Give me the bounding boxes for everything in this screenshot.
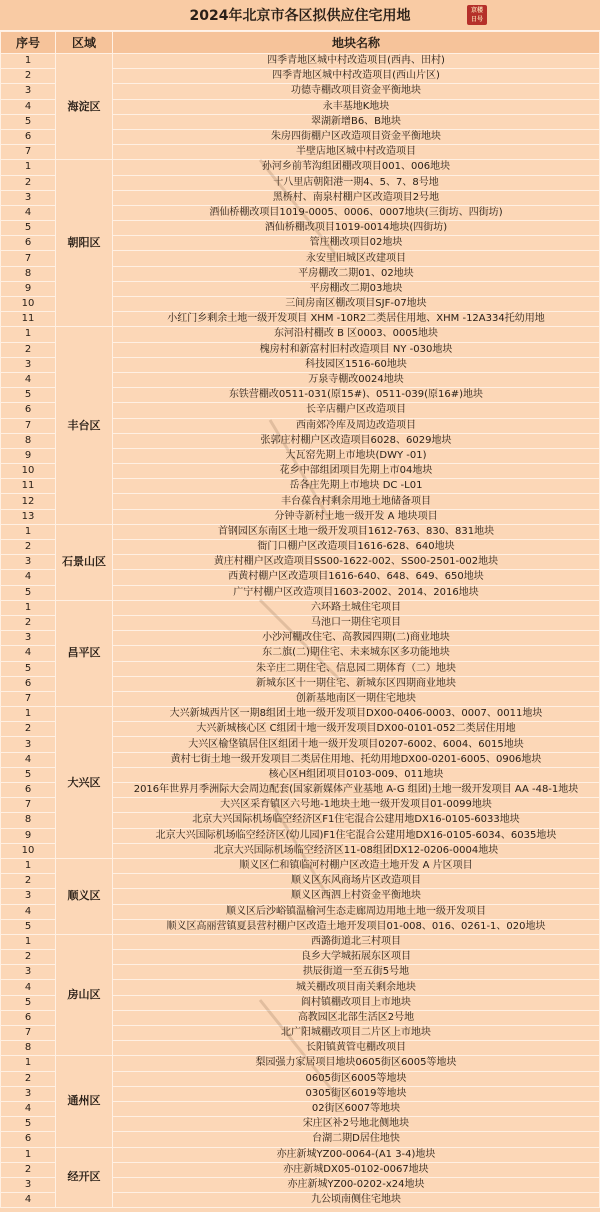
- district-cell: 石景山区: [56, 524, 113, 600]
- table-row: [1, 54, 600, 69]
- parcel-name: 朱辛庄二期住宅、信息园二期体育（二）地块: [113, 661, 600, 676]
- parcel-name: 槐房村和新富村旧村改造项目 NY -030地块: [113, 342, 600, 357]
- parcel-name: 顺义区东风商场片区改造项目: [113, 874, 600, 889]
- row-number: 5: [1, 661, 56, 676]
- parcel-name: 西黄村棚户区改造项目1616-640、648、649、650地块: [113, 570, 600, 585]
- parcel-name: 永安里旧城区改建项目: [113, 251, 600, 266]
- row-number: 5: [1, 114, 56, 129]
- parcel-name: 长辛店棚户区改造项目: [113, 403, 600, 418]
- row-number: 5: [1, 585, 56, 600]
- row-number: 8: [1, 1041, 56, 1056]
- row-number: 4: [1, 646, 56, 661]
- parcel-name: 首钢园区东南区土地一级开发项目1612-763、830、831地块: [113, 524, 600, 539]
- parcel-name: 梨园强力家居项目地块0605街区6005等地块: [113, 1056, 600, 1071]
- row-number: 3: [1, 190, 56, 205]
- parcel-name: 大兴新城西片区一期8组团土地一级开发项目DX00-0406-0003、0007、0011地块: [113, 707, 600, 722]
- row-number: 2: [1, 874, 56, 889]
- row-number: 4: [1, 1193, 56, 1208]
- row-number: 1: [1, 600, 56, 615]
- parcel-name: 新城东区十一期住宅、新城东区四期商业地块: [113, 676, 600, 691]
- parcel-name: 北广阳城棚改项目二片区上市地块: [113, 1026, 600, 1041]
- row-number: 1: [1, 934, 56, 949]
- parcel-name: 万泉寺棚改0024地块: [113, 372, 600, 387]
- row-number: 7: [1, 1026, 56, 1041]
- parcel-name: 东河沿村棚改 B 区0003、0005地块: [113, 327, 600, 342]
- parcel-name: 张郭庄村棚户区改造项目6028、6029地块: [113, 433, 600, 448]
- row-number: 4: [1, 980, 56, 995]
- row-number: 10: [1, 297, 56, 312]
- parcel-name: 长阳镇黄管屯棚改项目: [113, 1041, 600, 1056]
- header-district: 区域: [56, 32, 113, 54]
- district-cell: 丰台区: [56, 327, 113, 524]
- table-row: [1, 327, 600, 342]
- parcel-name: 02街区6007等地块: [113, 1101, 600, 1116]
- parcel-name: 岳各庄先期上市地块 DC -L01: [113, 479, 600, 494]
- row-number: 4: [1, 1101, 56, 1116]
- parcel-name: 科技园区1516-60地块: [113, 357, 600, 372]
- district-cell: 通州区: [56, 1056, 113, 1147]
- parcel-name: 永丰基地K地块: [113, 99, 600, 114]
- page-title: 2024年北京市各区拟供应住宅用地: [189, 8, 411, 24]
- parcel-name: 顺义区高丽营镇夏县营村棚户区改造土地开发项目01-008、016、0261-1、020地块: [113, 919, 600, 934]
- parcel-name: 台湖二期D居住地快: [113, 1132, 600, 1147]
- row-number: 3: [1, 1086, 56, 1101]
- row-number: 3: [1, 84, 56, 99]
- table-row: [1, 934, 600, 949]
- parcel-name: 花乡中部组团项目先期上市04地块: [113, 464, 600, 479]
- header-no: 序号: [1, 32, 56, 54]
- parcel-name: 四季青地区城中村改造项目(西山片区): [113, 69, 600, 84]
- row-number: 11: [1, 479, 56, 494]
- parcel-name: 核心区H组团项目0103-009、011地块: [113, 767, 600, 782]
- parcel-name: 酒仙桥棚改项目1019-0014地块(四街坊): [113, 221, 600, 236]
- row-number: 6: [1, 1132, 56, 1147]
- parcel-name: 亦庄新城DX05-0102-0067地块: [113, 1162, 600, 1177]
- parcel-name: 亦庄新城YZ00-0202-x24地块: [113, 1177, 600, 1192]
- parcel-name: 大瓦窑先期上市地块(DWY -01): [113, 448, 600, 463]
- parcel-name: 黄村七街土地一级开发项目二类居住用地、托幼用地DX00-0201-6005、0906地块: [113, 752, 600, 767]
- district-cell: 朝阳区: [56, 160, 113, 327]
- row-number: 1: [1, 524, 56, 539]
- row-number: 2: [1, 950, 56, 965]
- parcel-name: 大兴区榆垡镇居住区组团十地一级开发项目0207-6002、6004、6015地块: [113, 737, 600, 752]
- row-number: 10: [1, 464, 56, 479]
- table-row: [1, 600, 600, 615]
- parcel-name: 顺义区仁和镇临河村棚户区改造土地开发 A 片区项目: [113, 858, 600, 873]
- parcel-name: 翠湖新增B6、B地块: [113, 114, 600, 129]
- row-number: 4: [1, 752, 56, 767]
- row-number: 4: [1, 99, 56, 114]
- row-number: 3: [1, 889, 56, 904]
- table-body: [1, 54, 600, 1208]
- table-title-bar: [0, 0, 600, 31]
- row-number: 2: [1, 722, 56, 737]
- parcel-name: 半壁店地区城中村改造项目: [113, 145, 600, 160]
- row-number: 2: [1, 615, 56, 630]
- parcel-name: 0305街区6019等地块: [113, 1086, 600, 1101]
- parcel-name: 2016年世界月季洲际大会周边配套(国家新媒体产业基地 A-G 组团)土地一级开发项目 AA -48-1地块: [113, 783, 600, 798]
- parcel-name: 阎村镇棚改项目上市地块: [113, 995, 600, 1010]
- row-number: 12: [1, 494, 56, 509]
- parcel-name: 创新基地南区一期住宅地块: [113, 691, 600, 706]
- table-row: [1, 524, 600, 539]
- parcel-name: 0605街区6005等地块: [113, 1071, 600, 1086]
- parcel-name: 良乡大学城拓展东区项目: [113, 950, 600, 965]
- row-number: 6: [1, 783, 56, 798]
- row-number: 7: [1, 691, 56, 706]
- row-number: 7: [1, 251, 56, 266]
- row-number: 5: [1, 995, 56, 1010]
- row-number: 11: [1, 312, 56, 327]
- row-number: 3: [1, 357, 56, 372]
- table-row: [1, 160, 600, 175]
- table-row: [1, 1056, 600, 1071]
- parcel-name: 十八里店朝阳港一期4、5、7、8号地: [113, 175, 600, 190]
- row-number: 1: [1, 1147, 56, 1162]
- row-number: 9: [1, 448, 56, 463]
- parcel-name: 功德寺棚改项目资金平衡地块: [113, 84, 600, 99]
- row-number: 6: [1, 1010, 56, 1025]
- parcel-name: 北京大兴国际机场临空经济区11-08组团DX12-0206-0004地块: [113, 843, 600, 858]
- row-number: 1: [1, 160, 56, 175]
- row-number: 5: [1, 767, 56, 782]
- row-number: 4: [1, 904, 56, 919]
- parcel-name: 小沙河棚改住宅、高教园四期(二)商业地块: [113, 631, 600, 646]
- parcel-name: 小红门乡剩余土地一级开发项目 XHM -10R2二类居住用地、XHM -12A334托幼用地: [113, 312, 600, 327]
- row-number: 5: [1, 388, 56, 403]
- table-row: [1, 1147, 600, 1162]
- row-number: 9: [1, 828, 56, 843]
- row-number: 9: [1, 281, 56, 296]
- parcel-name: 大兴区采育镇区六号地-1地块土地一级开发项目01-0099地块: [113, 798, 600, 813]
- row-number: 2: [1, 1162, 56, 1177]
- row-number: 6: [1, 403, 56, 418]
- parcel-name: 西潞街道北三村项目: [113, 934, 600, 949]
- header-parcel-name: 地块名称: [113, 32, 600, 54]
- row-number: 1: [1, 707, 56, 722]
- row-number: 8: [1, 433, 56, 448]
- row-number: 4: [1, 205, 56, 220]
- row-number: 2: [1, 69, 56, 84]
- parcel-name: 黑桥村、南泉村棚户区改造项目2号地: [113, 190, 600, 205]
- parcel-name: 四季青地区城中村改造项目(西冉、田村): [113, 54, 600, 69]
- table-header-row: [1, 32, 600, 54]
- row-number: 5: [1, 221, 56, 236]
- row-number: 6: [1, 129, 56, 144]
- parcel-name: 广宁村棚户区改造项目1603-2002、2014、2016地块: [113, 585, 600, 600]
- parcel-name: 宋庄区补2号地北侧地块: [113, 1117, 600, 1132]
- row-number: 2: [1, 175, 56, 190]
- parcel-name: 分钟寺新村土地一级开发 A 地块项目: [113, 509, 600, 524]
- row-number: 13: [1, 509, 56, 524]
- parcel-name: 孙河乡前苇沟组团棚改项目001、006地块: [113, 160, 600, 175]
- parcel-name: 城关棚改项目南关剩余地块: [113, 980, 600, 995]
- parcel-name: 北京大兴国际机场临空经济区(幼儿园)F1住宅混合公建用地DX16-0105-6034、6035地块: [113, 828, 600, 843]
- parcel-name: 顺义区西泗上村资金平衡地块: [113, 889, 600, 904]
- row-number: 7: [1, 418, 56, 433]
- district-cell: 大兴区: [56, 707, 113, 859]
- row-number: 1: [1, 858, 56, 873]
- parcel-name: 北京大兴国际机场临空经济区F1住宅混合公建用地DX16-0105-6033地块: [113, 813, 600, 828]
- row-number: 2: [1, 342, 56, 357]
- parcel-name: 九公顷南侧住宅地块: [113, 1193, 600, 1208]
- row-number: 3: [1, 965, 56, 980]
- row-number: 7: [1, 798, 56, 813]
- parcel-name: 高教园区北部生活区2号地: [113, 1010, 600, 1025]
- row-number: 7: [1, 145, 56, 160]
- row-number: 2: [1, 540, 56, 555]
- district-cell: 昌平区: [56, 600, 113, 706]
- parcel-name: 东铁营棚改0511-031(原15#)、0511-039(原16#)地块: [113, 388, 600, 403]
- row-number: 5: [1, 919, 56, 934]
- row-number: 4: [1, 570, 56, 585]
- parcel-name: 酒仙桥棚改项目1019-0005、0006、0007地块(三街坊、四街坊): [113, 205, 600, 220]
- table-row: [1, 858, 600, 873]
- row-number: 3: [1, 1177, 56, 1192]
- parcel-name: 朱房四街棚户区改造项目资金平衡地块: [113, 129, 600, 144]
- land-supply-table: [0, 31, 600, 1208]
- row-number: 10: [1, 843, 56, 858]
- parcel-name: 西南郊冷库及周边改造项目: [113, 418, 600, 433]
- row-number: 2: [1, 1071, 56, 1086]
- parcel-name: 平房棚改二期01、02地块: [113, 266, 600, 281]
- district-cell: 海淀区: [56, 54, 113, 160]
- row-number: 3: [1, 737, 56, 752]
- parcel-name: 三间房南区棚改项目SJF-07地块: [113, 297, 600, 312]
- district-cell: 顺义区: [56, 858, 113, 934]
- parcel-name: 平房棚改二期03地块: [113, 281, 600, 296]
- publisher-logo: 京楼 日号: [467, 5, 487, 25]
- row-number: 6: [1, 236, 56, 251]
- row-number: 4: [1, 372, 56, 387]
- row-number: 1: [1, 54, 56, 69]
- parcel-name: 拱辰街道一至五街5号地: [113, 965, 600, 980]
- row-number: 6: [1, 676, 56, 691]
- parcel-name: 东二旗(二)期住宅、未来城东区多功能地块: [113, 646, 600, 661]
- district-cell: 房山区: [56, 934, 113, 1056]
- row-number: 3: [1, 555, 56, 570]
- row-number: 8: [1, 813, 56, 828]
- parcel-name: 六环路土城住宅项目: [113, 600, 600, 615]
- row-number: 1: [1, 1056, 56, 1071]
- parcel-name: 亦庄新城YZ00-0064-(A1 3-4)地块: [113, 1147, 600, 1162]
- parcel-name: 黄庄村棚户区改造项目SS00-1622-002、SS00-2501-002地块: [113, 555, 600, 570]
- row-number: 1: [1, 327, 56, 342]
- parcel-name: 丰台葆台村剩余用地土地储备项目: [113, 494, 600, 509]
- parcel-name: 大兴新城核心区 C组团十地一级开发项目DX00-0101-052二类居住用地: [113, 722, 600, 737]
- row-number: 3: [1, 631, 56, 646]
- parcel-name: 管庄棚改项目02地块: [113, 236, 600, 251]
- row-number: 5: [1, 1117, 56, 1132]
- parcel-name: 顺义区后沙峪镇温榆河生态走廊周边用地土地一级开发项目: [113, 904, 600, 919]
- parcel-name: 马池口一期住宅项目: [113, 615, 600, 630]
- row-number: 8: [1, 266, 56, 281]
- district-cell: 经开区: [56, 1147, 113, 1208]
- parcel-name: 衙门口棚户区改造项目1616-628、640地块: [113, 540, 600, 555]
- table-row: [1, 707, 600, 722]
